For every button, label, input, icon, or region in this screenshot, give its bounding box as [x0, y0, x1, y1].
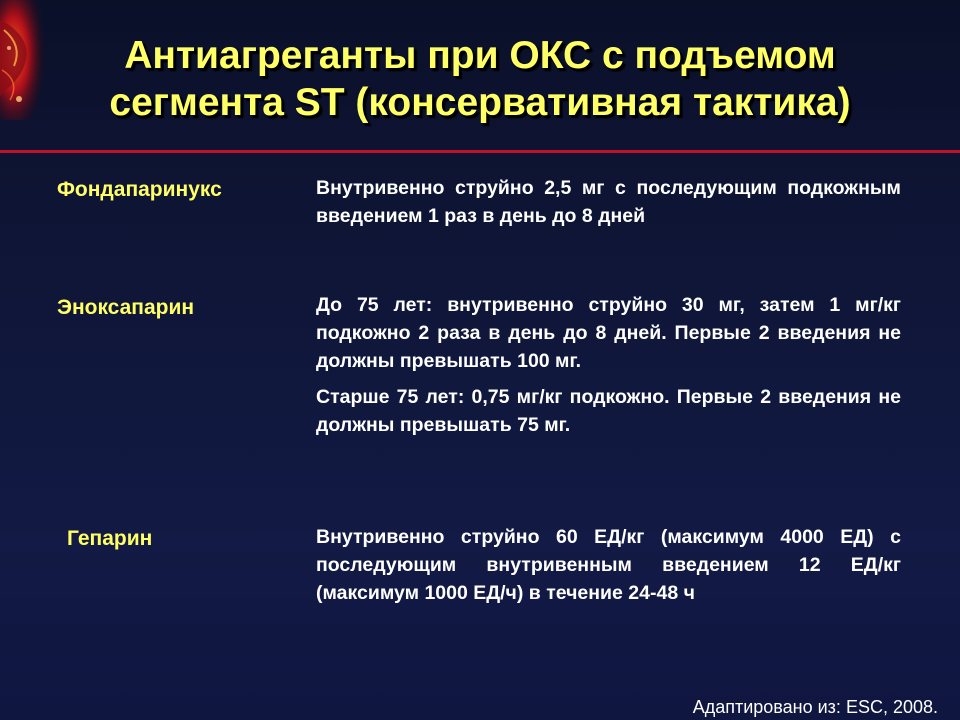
dosage-paragraph-over-75: Старше 75 лет: 0,75 мг/кг подкожно. Первые 2 введения не должны превышать 75 мг.	[316, 386, 901, 436]
drug-name-heparin: Гепарин	[67, 527, 153, 550]
dosage-paragraph: Внутривенно струйно 2,5 мг с последующим подкожным введением 1 раз в день до 8 дней	[316, 177, 901, 227]
source-citation: Адаптировано из: ESC, 2008.	[692, 697, 938, 717]
slide-title	[20, 32, 940, 126]
slide-title-line-2: сегмента ST (консервативная тактика)	[109, 81, 851, 124]
slide-title-line-1: Антиагреганты при ОКС с подъемом	[124, 34, 836, 77]
dosage-paragraph-under-75: До 75 лет: внутривенно струйно 30 мг, затем 1 мг/кг подкожно 2 раза в день до 8 дней. Первые 2 введения не должны превышать 100 мг.	[316, 294, 901, 372]
drug-name-enoxaparin: Эноксапарин	[57, 296, 195, 319]
dosage-paragraph: Внутривенно струйно 60 ЕД/кг (максимум 4000 ЕД) с последующим внутривенным введением 12 ЕД/кг (максимум 1000 ЕД/ч) в течение 24-48 ч	[316, 526, 901, 604]
drug-dosage-heparin	[316, 523, 901, 607]
drug-name-fondaparinux: Фондапаринукс	[57, 178, 222, 201]
drug-dosage-enoxaparin	[316, 291, 901, 439]
title-divider	[0, 150, 960, 153]
drug-dosage-fondaparinux	[316, 174, 901, 230]
